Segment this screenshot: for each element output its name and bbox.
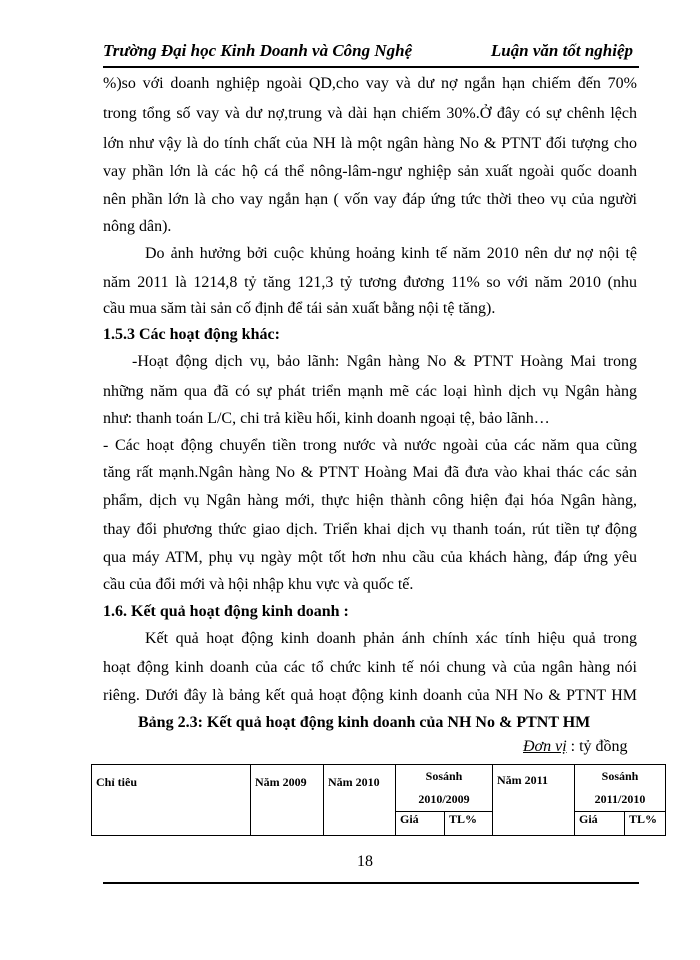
table-title: Bảng 2.3: Kết quả hoạt động kinh doanh của NH No & PTNT HM: [138, 714, 591, 731]
unit-value: : tỷ đồng: [570, 738, 628, 755]
text-line: Kết quả hoạt động kinh doanh phản ánh chính xác tính hiệu quả trong: [145, 630, 637, 647]
text-line: nên phần lớn là cho vay ngắn hạn ( vốn vay đáp ứng tức thời theo vụ của người: [103, 191, 637, 208]
section-heading-1-5-3: 1.5.3 Các hoạt động khác:: [103, 326, 280, 343]
unit-line: [523, 738, 628, 756]
results-table: [91, 764, 666, 836]
text-line: cầu của đổi mới và hội nhập khu vực và quốc tế.: [103, 576, 414, 593]
compare-period: 2010/2009: [418, 792, 470, 806]
page-header: [103, 41, 639, 63]
text-line: qua máy ATM, phụ vụ ngày một tốt hơn nhu cầu của khách hàng, đáp ứng yêu: [103, 549, 637, 566]
section-heading-1-6: 1.6. Kết quả hoạt động kinh doanh :: [103, 603, 349, 620]
page-number: 18: [357, 853, 373, 870]
compare-label: Sosánh: [601, 769, 639, 783]
text-line: phẩm, dịch vụ Ngân hàng mới, thực hiện thành công hiện đại hóa Ngân hàng,: [103, 492, 637, 509]
text-line: riêng. Dưới đây là bảng kết quả hoạt động kinh doanh của NH No & PTNT HM: [103, 687, 637, 704]
text-line: năm 2011 là 1214,8 tỷ tăng 121,3 tỷ tương đương 11% so với năm 2010 (nhu: [103, 274, 637, 291]
col-header-2010: Năm 2010: [324, 765, 396, 836]
text-line: tăng rất mạnh.Ngân hàng No & PTNT Hoàng Mai đã đưa vào khai thác các sản: [103, 464, 637, 481]
sub-header-tl: TL%: [625, 812, 666, 836]
text-line: như: thanh toán L/C, chi trả kiều hối, kinh doanh ngoại tệ, bảo lãnh…: [103, 410, 550, 427]
text-line: vay phần lớn là các hộ cá thể nông-lâm-ngư nghiệp sản xuất ngoài quốc doanh: [103, 163, 637, 180]
text-line: %)so với doanh nghiệp ngoài QD,cho vay và dư nợ ngắn hạn chiếm đến 70%: [103, 75, 637, 92]
sub-header-tl: TL%: [445, 812, 493, 836]
text-line: - Các hoạt động chuyển tiền trong nước và nước ngoài của các năm qua cũng: [103, 437, 637, 454]
text-line: hoạt động kinh doanh của các tổ chức kinh tế nói chung và của ngân hàng nói: [103, 659, 637, 676]
sub-header-gia: Giá: [575, 812, 625, 836]
footer-rule: [103, 882, 639, 884]
col-header-2011: Năm 2011: [493, 765, 575, 836]
col-header-compare-2011-2010: [575, 765, 666, 812]
header-rule: [103, 66, 639, 68]
sub-header-gia: Giá: [396, 812, 445, 836]
text-line: Do ảnh hưởng bởi cuộc khủng hoảng kinh tế năm 2010 nên dư nợ nội tệ: [145, 245, 637, 262]
text-line: lớn như vậy là do tính chất của NH là một ngân hàng No & PTNT đối tượng cho: [103, 135, 637, 152]
col-header-chitieu: Chỉ tiêu: [92, 765, 251, 836]
unit-label: Đơn vị: [523, 738, 567, 755]
document-type: Luận văn tốt nghiệp: [490, 41, 633, 60]
text-line: -Hoạt động dịch vụ, bảo lãnh: Ngân hàng No & PTNT Hoàng Mai trong: [132, 353, 637, 370]
text-line: trong tổng số vay và dư nợ,trung và dài hạn chiếm 30%.Ở đây có sự chênh lệch: [103, 105, 637, 122]
text-line: cầu mua săm tài sản cố định để tái sản xuất bằng nội tệ tăng).: [103, 300, 496, 317]
text-line: thay đổi phương thức giao dịch. Triển khai dịch vụ thanh toán, rút tiền tự động: [103, 521, 637, 538]
compare-period: 2011/2010: [594, 792, 646, 806]
col-header-2009: Năm 2009: [251, 765, 324, 836]
school-name: Trường Đại học Kinh Doanh và Công Nghệ: [103, 41, 413, 60]
col-header-compare-2010-2009: [396, 765, 493, 812]
text-line: nông dân).: [103, 218, 172, 235]
compare-label: Sosánh: [425, 769, 463, 783]
text-line: những năm qua đã có sự phát triển mạnh mẽ các loại hình dịch vụ Ngân hàng: [103, 383, 637, 400]
